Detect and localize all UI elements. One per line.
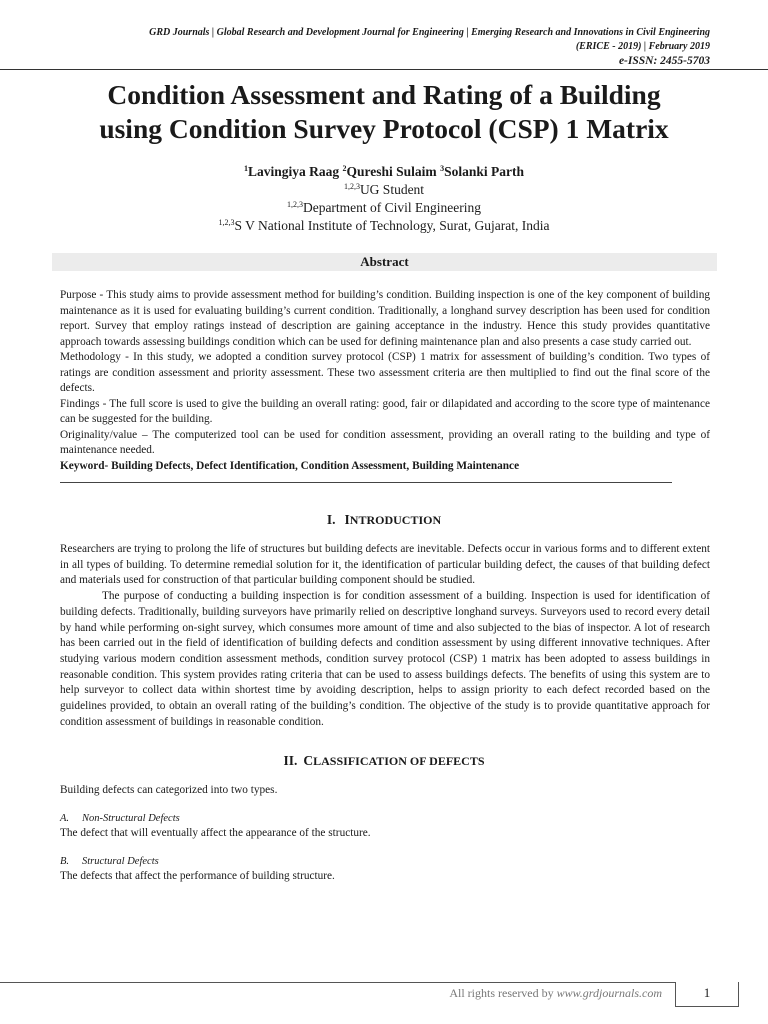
section1-title-rest: NTRODUCTION [349, 513, 442, 527]
author1: Lavingiya Raag [248, 164, 343, 179]
section2-number: II. [283, 753, 298, 768]
section1-number: I. [326, 512, 336, 527]
aff3-sup: 1,2,3 [218, 218, 235, 227]
paper-title-line2: using Condition Survey Protocol (CSP) 1 Matrix [99, 113, 669, 144]
author1-sup: 1 [244, 164, 249, 173]
section1-title-first: I [344, 512, 350, 527]
author3-sup: 3 [440, 164, 445, 173]
abstract-body [60, 288, 710, 474]
footer-divider [0, 982, 675, 983]
introduction-body [60, 542, 710, 730]
subsection-b-number: B. [60, 856, 70, 867]
aff1-text: UG Student [359, 182, 425, 197]
subsection-b-text: The defects that affect the performance of building structure. [60, 870, 335, 882]
journal-header-line2: (ERICE - 2019) | February 2019 [575, 41, 710, 52]
abstract-heading: Abstract [52, 253, 717, 271]
footer-rights [400, 986, 662, 1001]
section-heading-introduction [0, 512, 768, 528]
page-number: 1 [675, 982, 739, 1007]
author2: Qureshi Sulaim [346, 164, 441, 179]
section2-title-first: C [303, 753, 314, 768]
abstract-divider [60, 482, 672, 484]
footer-url-link[interactable]: www.grdjournals.com [556, 986, 662, 1000]
abstract-originality: Originality/value – The computerized tool can be used for condition assessment, providing an overall rating to the building and type of maintenance needed. [60, 428, 710, 456]
paper-title [0, 78, 768, 146]
aff1-sup: 1,2,3 [343, 182, 360, 191]
header-divider [0, 69, 768, 70]
subsection-a-number: A. [60, 813, 70, 824]
affiliation-role [0, 181, 768, 199]
author-names [0, 163, 768, 181]
journal-issn: e-ISSN: 2455-5703 [618, 55, 710, 67]
paper-title-line1: Condition Assessment and Rating of a Building [107, 79, 661, 110]
author-block [0, 163, 768, 235]
affiliation-department [0, 199, 768, 217]
author3: Solanki Parth [444, 164, 524, 179]
aff2-sup: 1,2,3 [286, 200, 303, 209]
subsection-a-heading [60, 812, 180, 826]
journal-header-line1: GRD Journals | Global Research and Development Journal for Engineering | Emerging Research and Innovations in Civil Engineering [149, 27, 710, 38]
affiliation-institute [0, 217, 768, 235]
subsection-a-title: Non-Structural Defects [82, 813, 180, 824]
aff3-text: S V National Institute of Technology, Surat, Gujarat, India [234, 218, 550, 233]
subsection-a-text: The defect that will eventually affect the appearance of the structure. [60, 827, 371, 839]
author2-sup: 2 [342, 164, 347, 173]
introduction-para2: The purpose of conducting a building inspection is for condition assessment of a building. Inspection is used for identification of building defects. Traditionally, building surveyors have primarily relied on descriptive longhand surveys. Surveyors used to record every detail by hand while performing on-sight survey, which consumes more amount of time and also subjected to the bias of inspector. A lot of research has been carried out in the field of identification of building defects and condition assessment by using different innovative techniques. After studying various modern condition assessment methods, condition survey protocol (CSP) 1 matrix has been adopted to assess buildings in reasonable condition. This system provides rating criteria that can be used to assess buildings defects. The benefits of using this system are to help surveyor to collect data within shortest time by avoiding description, helps to assign priority to each defect recorded based on the guidelines provided, to obtain an overall rating of the building’s condition. The objective of the study is to provide quantitative approach for condition assessment of buildings in reasonable condition. [60, 590, 710, 728]
abstract-methodology: Methodology - In this study, we adopted a condition survey protocol (CSP) 1 matrix for assessment of building’s condition. Two types of ratings are condition assessment and priority assessment. These two assessment criteria are then multiplied to find out the final score of the defects. [60, 351, 710, 394]
classification-intro: Building defects can categorized into two types. [60, 784, 278, 796]
journal-header [20, 26, 710, 68]
footer-rights-text: All rights reserved by [449, 986, 557, 1000]
aff2-text: Department of Civil Engineering [302, 200, 482, 215]
section-heading-classification [0, 753, 768, 769]
subsection-b-title: Structural Defects [82, 856, 159, 867]
abstract-keywords: Keyword- Building Defects, Defect Identification, Condition Assessment, Building Maintenance [60, 459, 520, 472]
section2-title-rest: LASSIFICATION OF DEFECTS [313, 754, 485, 768]
subsection-b-heading [60, 855, 159, 869]
abstract-findings: Findings - The full score is used to give the building an overall rating: good, fair or dilapidated and according to the score type of maintenance can be suggested for the building. [60, 397, 710, 425]
abstract-purpose: Purpose - This study aims to provide assessment method for building’s condition. Building inspection is one of the key component of building maintenance as it is used for evaluating building’s current condition. Traditionally, a longhand survey description has been used for condition report. Survey that employ ratings instead of description are gaining acceptance in the industry. Hence this study provides quantitative approach towards assessing buildings condition which can be used for defining maintenance plan and also presents a case study carried out. [60, 289, 710, 348]
introduction-para1: Researchers are trying to prolong the life of structures but building defects are inevitable. Defects occur in various forms and to different extent in all types of building. To determine remedial solution for it, the identification of particular building defect, the causes of that building defect and materials used for construction of that particular building component should be studied. [60, 543, 710, 587]
